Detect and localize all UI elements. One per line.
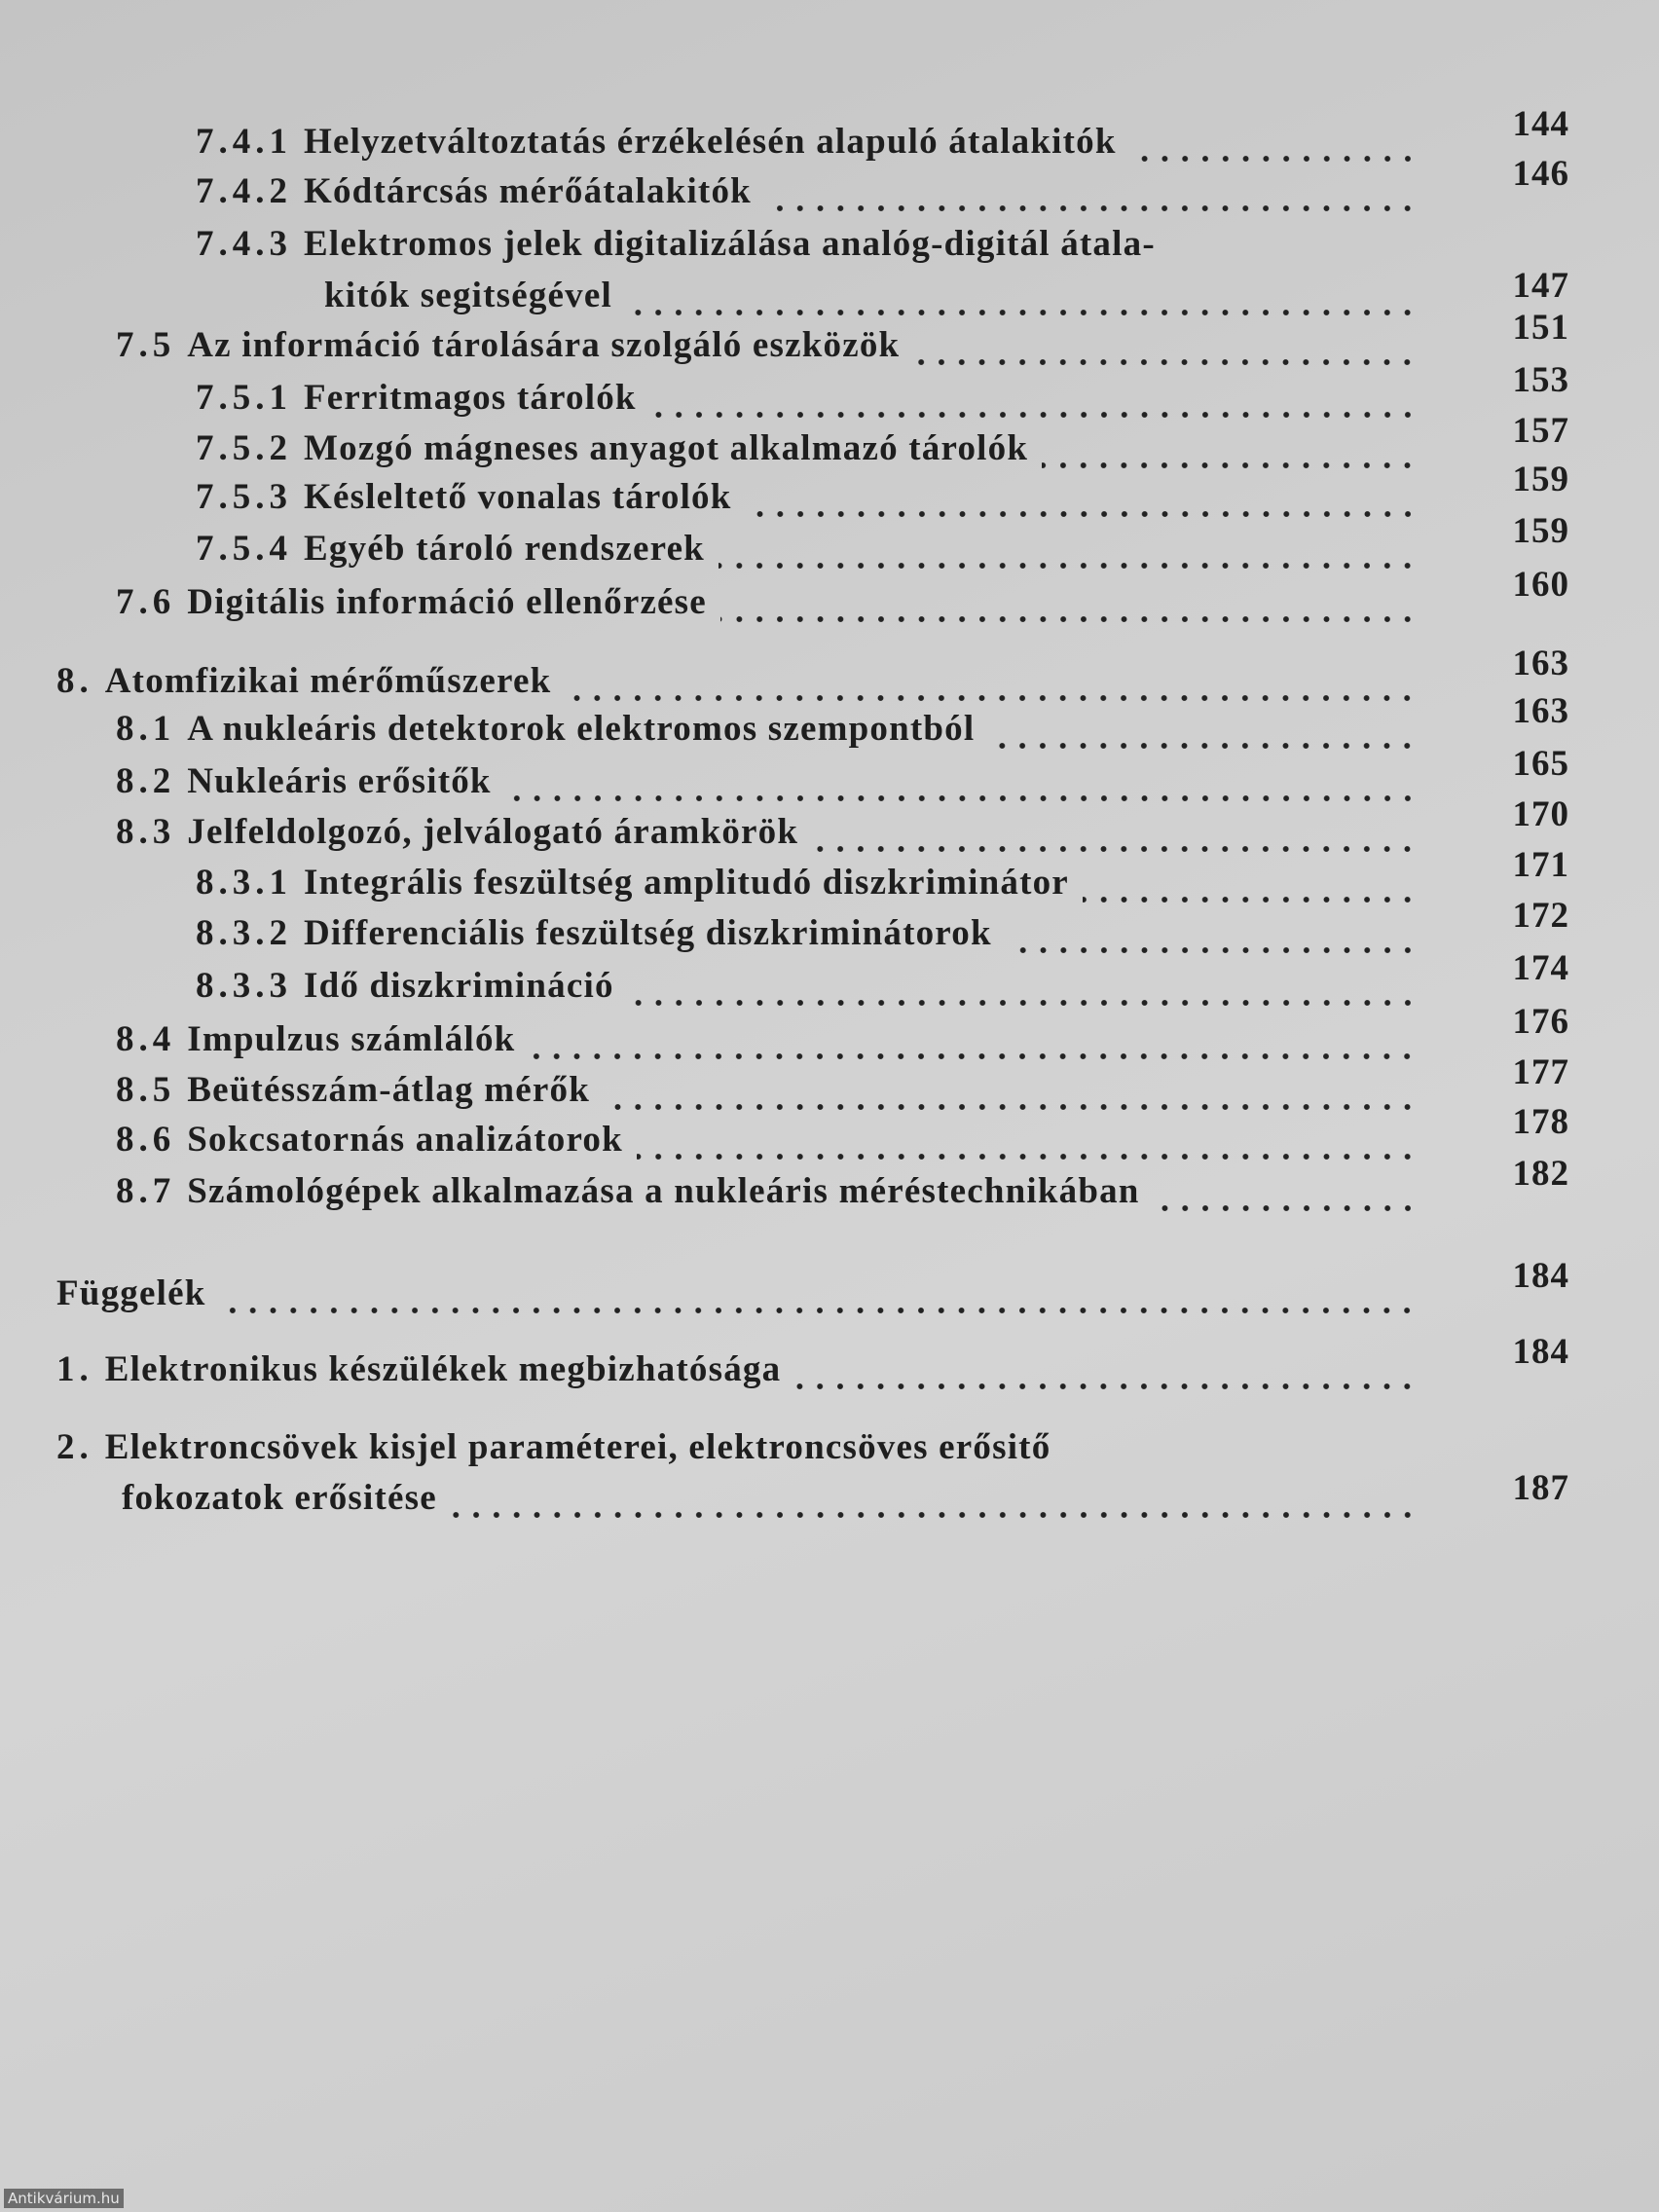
- toc-entry-page: 144: [1512, 104, 1569, 144]
- toc-entry-page: 159: [1512, 460, 1569, 499]
- toc-entry-number: 8.3.2: [196, 913, 292, 953]
- toc-entry-title-continued: kitók segitségével: [324, 276, 612, 315]
- toc-entry-number: 7.5.3: [196, 477, 292, 517]
- toc-entry: [0, 104, 1659, 167]
- toc-entry: [0, 1154, 1659, 1217]
- toc-entry-line: [122, 1473, 1418, 1524]
- toc-entry-number: 8.2: [116, 761, 176, 801]
- dot-leader: [626, 271, 1418, 321]
- toc-entry: [0, 1332, 1659, 1395]
- toc-entry-number: 7.4.3: [196, 224, 292, 264]
- toc-entry-page: 153: [1512, 360, 1569, 400]
- toc-entry-number: 7.5.2: [196, 428, 292, 468]
- toc-entry-page: 163: [1512, 644, 1569, 683]
- toc-entry-title: Ferritmagos tárolók: [304, 378, 637, 418]
- toc-entry-number: 8.3.3: [196, 966, 292, 1006]
- toc-entry-title: Differenciális feszültség diszkriminátorok: [304, 913, 992, 953]
- toc-entry-page: 176: [1512, 1002, 1569, 1042]
- toc-entry-number: 7.4.2: [196, 171, 292, 211]
- toc-entry-line: [196, 908, 1418, 959]
- toc-entry-number: 8.7: [116, 1171, 176, 1211]
- toc-entry-line: [116, 1014, 1418, 1065]
- toc-entry: [0, 154, 1659, 217]
- toc-entry-page: 178: [1512, 1102, 1569, 1142]
- toc-entry-page: 147: [1512, 266, 1569, 306]
- toc-entry-line: [116, 807, 1418, 858]
- toc-entry: [0, 896, 1659, 959]
- dot-leader: [637, 1115, 1418, 1165]
- toc-entry-title: Elektronikus készülékek megbizhatósága: [104, 1349, 782, 1389]
- toc-entry: [0, 1102, 1659, 1165]
- toc-entry-line: [324, 271, 1418, 321]
- toc-entry: [0, 565, 1659, 628]
- dot-leader: [988, 704, 1418, 755]
- dot-leader: [1083, 858, 1418, 908]
- dot-leader: [628, 961, 1418, 1012]
- dot-leader: [505, 756, 1418, 807]
- toc-entry-page: 163: [1512, 691, 1569, 731]
- toc-entry-title: Impulzus számlálók: [187, 1019, 516, 1059]
- dot-leader: [604, 1065, 1418, 1116]
- toc-entry: [0, 691, 1659, 755]
- toc-entry-line: [116, 1166, 1418, 1217]
- toc-entry-number: 7.6: [116, 582, 176, 622]
- toc-entry: [0, 794, 1659, 858]
- toc-entry-title: Kódtárcsás mérőátalakitók: [304, 171, 752, 211]
- toc-entry-page: 187: [1512, 1468, 1569, 1508]
- toc-entry-page: 157: [1512, 411, 1569, 451]
- toc-entry-line: [196, 117, 1418, 167]
- toc-entry-page: 160: [1512, 565, 1569, 605]
- toc-entry-title: Késleltető vonalas tárolók: [304, 477, 732, 517]
- toc-entry-line: [196, 961, 1418, 1012]
- toc-entry: [0, 1002, 1659, 1065]
- toc-entry-number: 7.5: [116, 325, 176, 365]
- toc-entry: [0, 308, 1659, 371]
- toc-entry-line: [196, 373, 1418, 424]
- toc-entry-number: 7.5.1: [196, 378, 292, 418]
- toc-entry-page: 184: [1512, 1256, 1569, 1296]
- toc-entry-page: 165: [1512, 744, 1569, 784]
- dot-leader: [650, 373, 1418, 424]
- toc-entry-number: 8.: [56, 661, 93, 701]
- toc-entry-page: 159: [1512, 511, 1569, 551]
- toc-entry-number: 1.: [56, 1349, 93, 1389]
- toc-entry-title: Nukleáris erősitők: [187, 761, 492, 801]
- toc-entry-number: 8.6: [116, 1120, 176, 1160]
- toc-entry-number: 2.: [56, 1427, 93, 1467]
- toc-entry-title: Az információ tárolására szolgáló eszközök: [187, 325, 901, 365]
- dot-leader: [1130, 117, 1418, 167]
- toc-entry-number: 8.3: [116, 812, 176, 852]
- toc-entry-line: [196, 219, 1156, 270]
- toc-entry-title: Elektroncsövek kisjel paraméterei, elektroncsöves erősitő: [104, 1427, 1051, 1467]
- toc-entry-title: Beütésszám-átlag mérők: [187, 1070, 591, 1110]
- dot-leader: [1042, 424, 1418, 474]
- toc-entry-title: Jelfeldolgozó, jelválogató áramkörök: [187, 812, 799, 852]
- toc-entry: [0, 948, 1659, 1012]
- toc-entry: [0, 845, 1659, 908]
- toc-entry-line: [116, 756, 1418, 807]
- toc-entry-continuation: [0, 1468, 1659, 1524]
- toc-entry-line: [116, 320, 1418, 371]
- toc-entry-title: Függelék: [56, 1273, 206, 1313]
- toc-entry: [0, 360, 1659, 424]
- toc-entry-line: [196, 858, 1418, 908]
- toc-entry-page: 182: [1512, 1154, 1569, 1194]
- toc-entry-number: 8.5: [116, 1070, 176, 1110]
- toc-entry-title: Integrális feszültség amplitudó diszkriminátor: [304, 863, 1069, 903]
- toc-entry-line: [196, 424, 1418, 474]
- toc-entry-page: 174: [1512, 948, 1569, 988]
- toc-entry-title: Helyzetváltoztatás érzékelésén alapuló átalakitók: [304, 122, 1117, 162]
- toc-entry-number: 7.4.1: [196, 122, 292, 162]
- toc-entry-number: 8.4: [116, 1019, 176, 1059]
- toc-entry-line: [56, 1345, 1418, 1395]
- toc-entry-line: [56, 1269, 1418, 1319]
- dot-leader: [794, 1345, 1418, 1395]
- toc-entry-title: A nukleáris detektorok elektromos szempontból: [187, 709, 976, 749]
- watermark: Antikvárium.hu: [4, 2189, 124, 2208]
- toc-entry: [0, 1052, 1659, 1116]
- toc-entry-line: [56, 656, 1418, 707]
- toc-entry-title: Sokcsatornás analizátorok: [187, 1120, 623, 1160]
- toc-entry-title: Digitális információ ellenőrzése: [187, 582, 707, 622]
- toc-entry-title: Számológépek alkalmazása a nukleáris méréstechnikában: [187, 1171, 1140, 1211]
- toc-entry-line: [116, 577, 1418, 628]
- toc-entry-title: Mozgó mágneses anyagot alkalmazó tárolók: [304, 428, 1029, 468]
- dot-leader: [451, 1473, 1418, 1524]
- toc-entry-page: 171: [1512, 845, 1569, 885]
- toc-entry-title: Elektromos jelek digitalizálása analóg-digitál átala-: [304, 224, 1156, 264]
- toc-entry-line: [196, 472, 1418, 523]
- toc-entry-line: [196, 524, 1418, 574]
- dot-leader: [765, 166, 1418, 217]
- toc-entry-line: [116, 704, 1418, 755]
- toc-entry-number: 8.1: [116, 709, 176, 749]
- toc-entry-number: 7.5.4: [196, 529, 292, 569]
- toc-entry: [0, 644, 1659, 707]
- dot-leader: [746, 472, 1418, 523]
- dot-leader: [913, 320, 1418, 371]
- toc-entry: [0, 460, 1659, 523]
- toc-entry: [0, 1256, 1659, 1319]
- dot-leader: [719, 524, 1418, 574]
- toc-entry-title-continued: fokozatok erősitése: [122, 1478, 437, 1518]
- toc-entry-page: 146: [1512, 154, 1569, 194]
- toc-entry-page: 184: [1512, 1332, 1569, 1372]
- toc-entry-page: 151: [1512, 308, 1569, 348]
- dot-leader: [565, 656, 1418, 707]
- toc-entry-line: [116, 1115, 1418, 1165]
- dot-leader: [720, 577, 1418, 628]
- toc-entry-line: [196, 166, 1418, 217]
- toc-entry: [0, 511, 1659, 574]
- toc-entry-continuation: [0, 266, 1659, 321]
- toc-entry-line: [56, 1422, 1051, 1473]
- toc-entry-title: Egyéb tároló rendszerek: [304, 529, 705, 569]
- toc-entry-page: 172: [1512, 896, 1569, 936]
- dot-leader: [1006, 908, 1418, 959]
- toc-entry-line: [116, 1065, 1418, 1116]
- dot-leader: [529, 1014, 1418, 1065]
- toc-entry-page: 177: [1512, 1052, 1569, 1092]
- toc-entry-page: 170: [1512, 794, 1569, 834]
- toc-entry: [0, 1422, 1659, 1473]
- dot-leader: [219, 1269, 1418, 1319]
- toc-entry: [0, 219, 1659, 270]
- toc-entry-title: Idő diszkrimináció: [304, 966, 614, 1006]
- dot-leader: [1154, 1166, 1418, 1217]
- toc-entry: [0, 411, 1659, 474]
- toc-entry-title: Atomfizikai mérőműszerek: [104, 661, 552, 701]
- toc-entry: [0, 744, 1659, 807]
- toc-entry-number: 8.3.1: [196, 863, 292, 903]
- dot-leader: [812, 807, 1418, 858]
